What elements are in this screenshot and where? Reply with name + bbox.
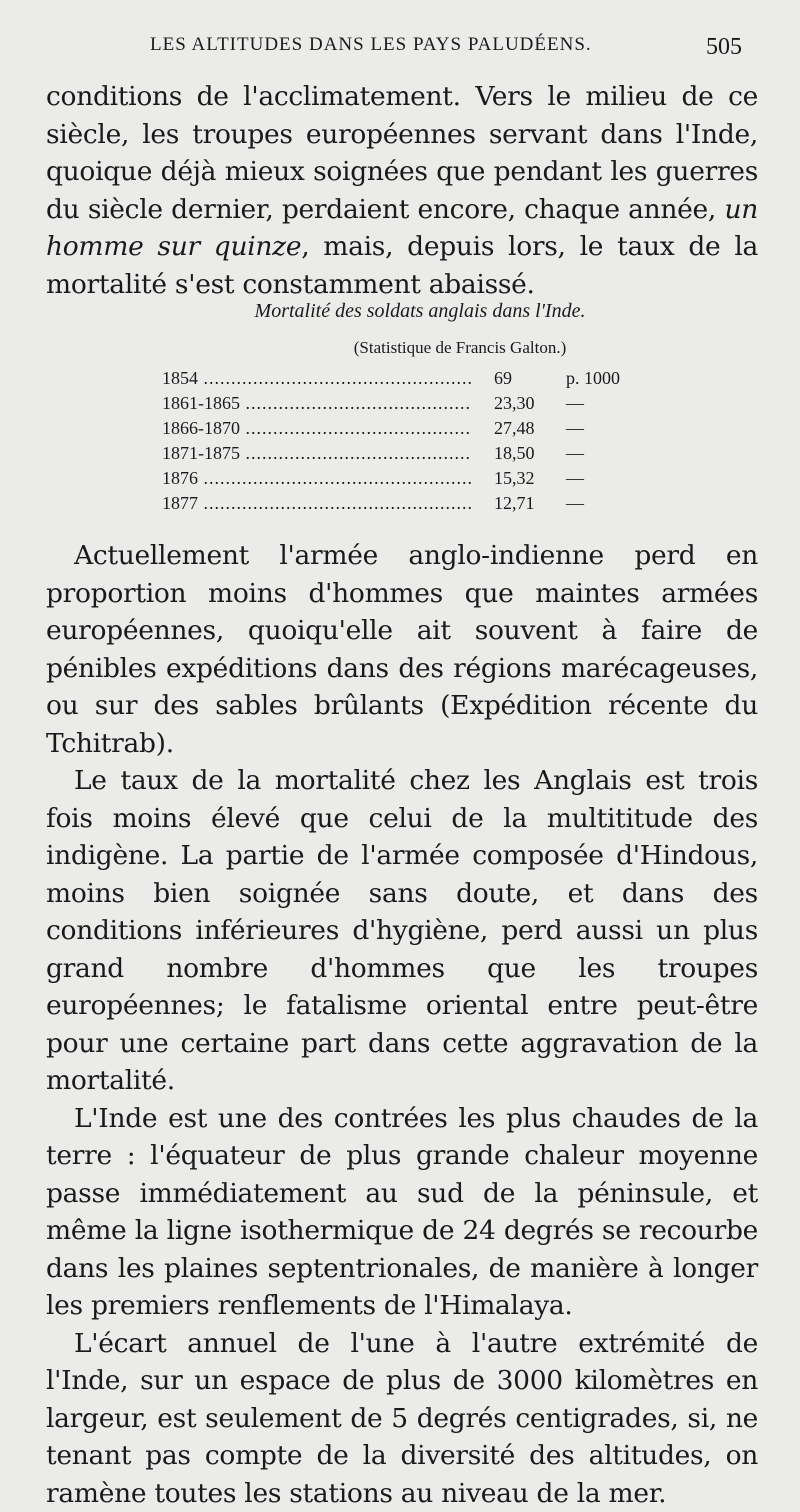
table-subtitle: (Statistique de Francis Galton.) — [0, 338, 800, 358]
paragraph: L'Inde est une des contrées les plus chaudes de la terre : l'équateur de plus grande chaleur moyenne passe immédiatement au sud de la péninsule, et même la ligne isothermique de 24 degrés se recourbe dans les plaines septentrionales, de manière à longer les premiers renflements de l'Himalaya. — [46, 1100, 758, 1325]
intro-emphasis: un homme sur quinze — [46, 194, 758, 263]
table-title: Mortalité des soldats anglais dans l'Inde. — [0, 300, 800, 323]
table-rate: 18,50 — [494, 443, 535, 464]
table-period: 1876 ..... — [162, 468, 472, 489]
paragraph: Actuellement l'armée anglo-indienne perd en proportion moins d'hommes que maintes armées européennes, quoiqu'elle ait souvent à faire de pénibles expéditions dans des régions marécageuses, ou sur des sables brûlants (Expédition récente du Tchitrab). — [46, 537, 758, 762]
table-period: 1877 ..... — [162, 493, 472, 514]
paragraph: Le taux de la mortalité chez les Anglais est trois fois moins élevé que celui de la multititude des indigène. La partie de l'armée composée d'Hindous, moins bien soignée sans doute, et dans des conditions inférieures d'hygiène, perd aussi un plus grand nombre d'hommes que les troupes européennes; le fatalisme oriental entre peut-être pour une certaine part dans cette aggravation de la mortalité. — [46, 762, 758, 1100]
table-unit: — — [566, 493, 584, 514]
intro-paragraph — [46, 78, 758, 303]
table-unit: p. 1000 — [566, 368, 620, 389]
table-period: 1854 ..... — [162, 368, 472, 389]
table-row — [162, 443, 622, 468]
table-rate: 23,30 — [494, 393, 535, 414]
main-text — [46, 537, 758, 1512]
table-row — [162, 493, 622, 518]
intro-text-start: conditions de l'acclimatement. Vers le milieu de ce siècle, les troupes européennes servant dans l'Inde, quoique déjà mieux soignées que pendant les guerres du siècle dernier, perdaient encore, chaque année, — [46, 81, 758, 225]
table-row — [162, 368, 622, 393]
mortality-table — [162, 368, 622, 518]
table-period: 1861-1865 ..... — [162, 393, 472, 414]
table-period: 1866-1870 ..... — [162, 418, 472, 439]
table-row — [162, 393, 622, 418]
table-rate: 27,48 — [494, 418, 535, 439]
page-number: 505 — [706, 34, 742, 61]
table-unit: — — [566, 468, 584, 489]
table-unit: — — [566, 393, 584, 414]
paragraph: L'écart annuel de l'une à l'autre extrémité de l'Inde, sur un espace de plus de 3000 kilomètres en largeur, est seulement de 5 degrés centigrades, si, ne tenant pas compte de la diversité des altitudes, on ramène toutes les stations au niveau de la mer. — [46, 1325, 758, 1512]
intro-text-end: , mais, depuis lors, le taux de la mortalité s'est constamment abaissé. — [46, 231, 758, 300]
table-unit: — — [566, 443, 584, 464]
table-rate: 12,71 — [494, 493, 535, 514]
table-rate: 69 — [494, 368, 512, 389]
table-row — [162, 468, 622, 493]
table-unit: — — [566, 418, 584, 439]
table-rate: 15,32 — [494, 468, 535, 489]
table-row — [162, 418, 622, 443]
page-header — [0, 34, 800, 64]
table-period: 1871-1875 ..... — [162, 443, 472, 464]
running-head: LES ALTITUDES DANS LES PAYS PALUDÉENS. — [150, 34, 592, 56]
